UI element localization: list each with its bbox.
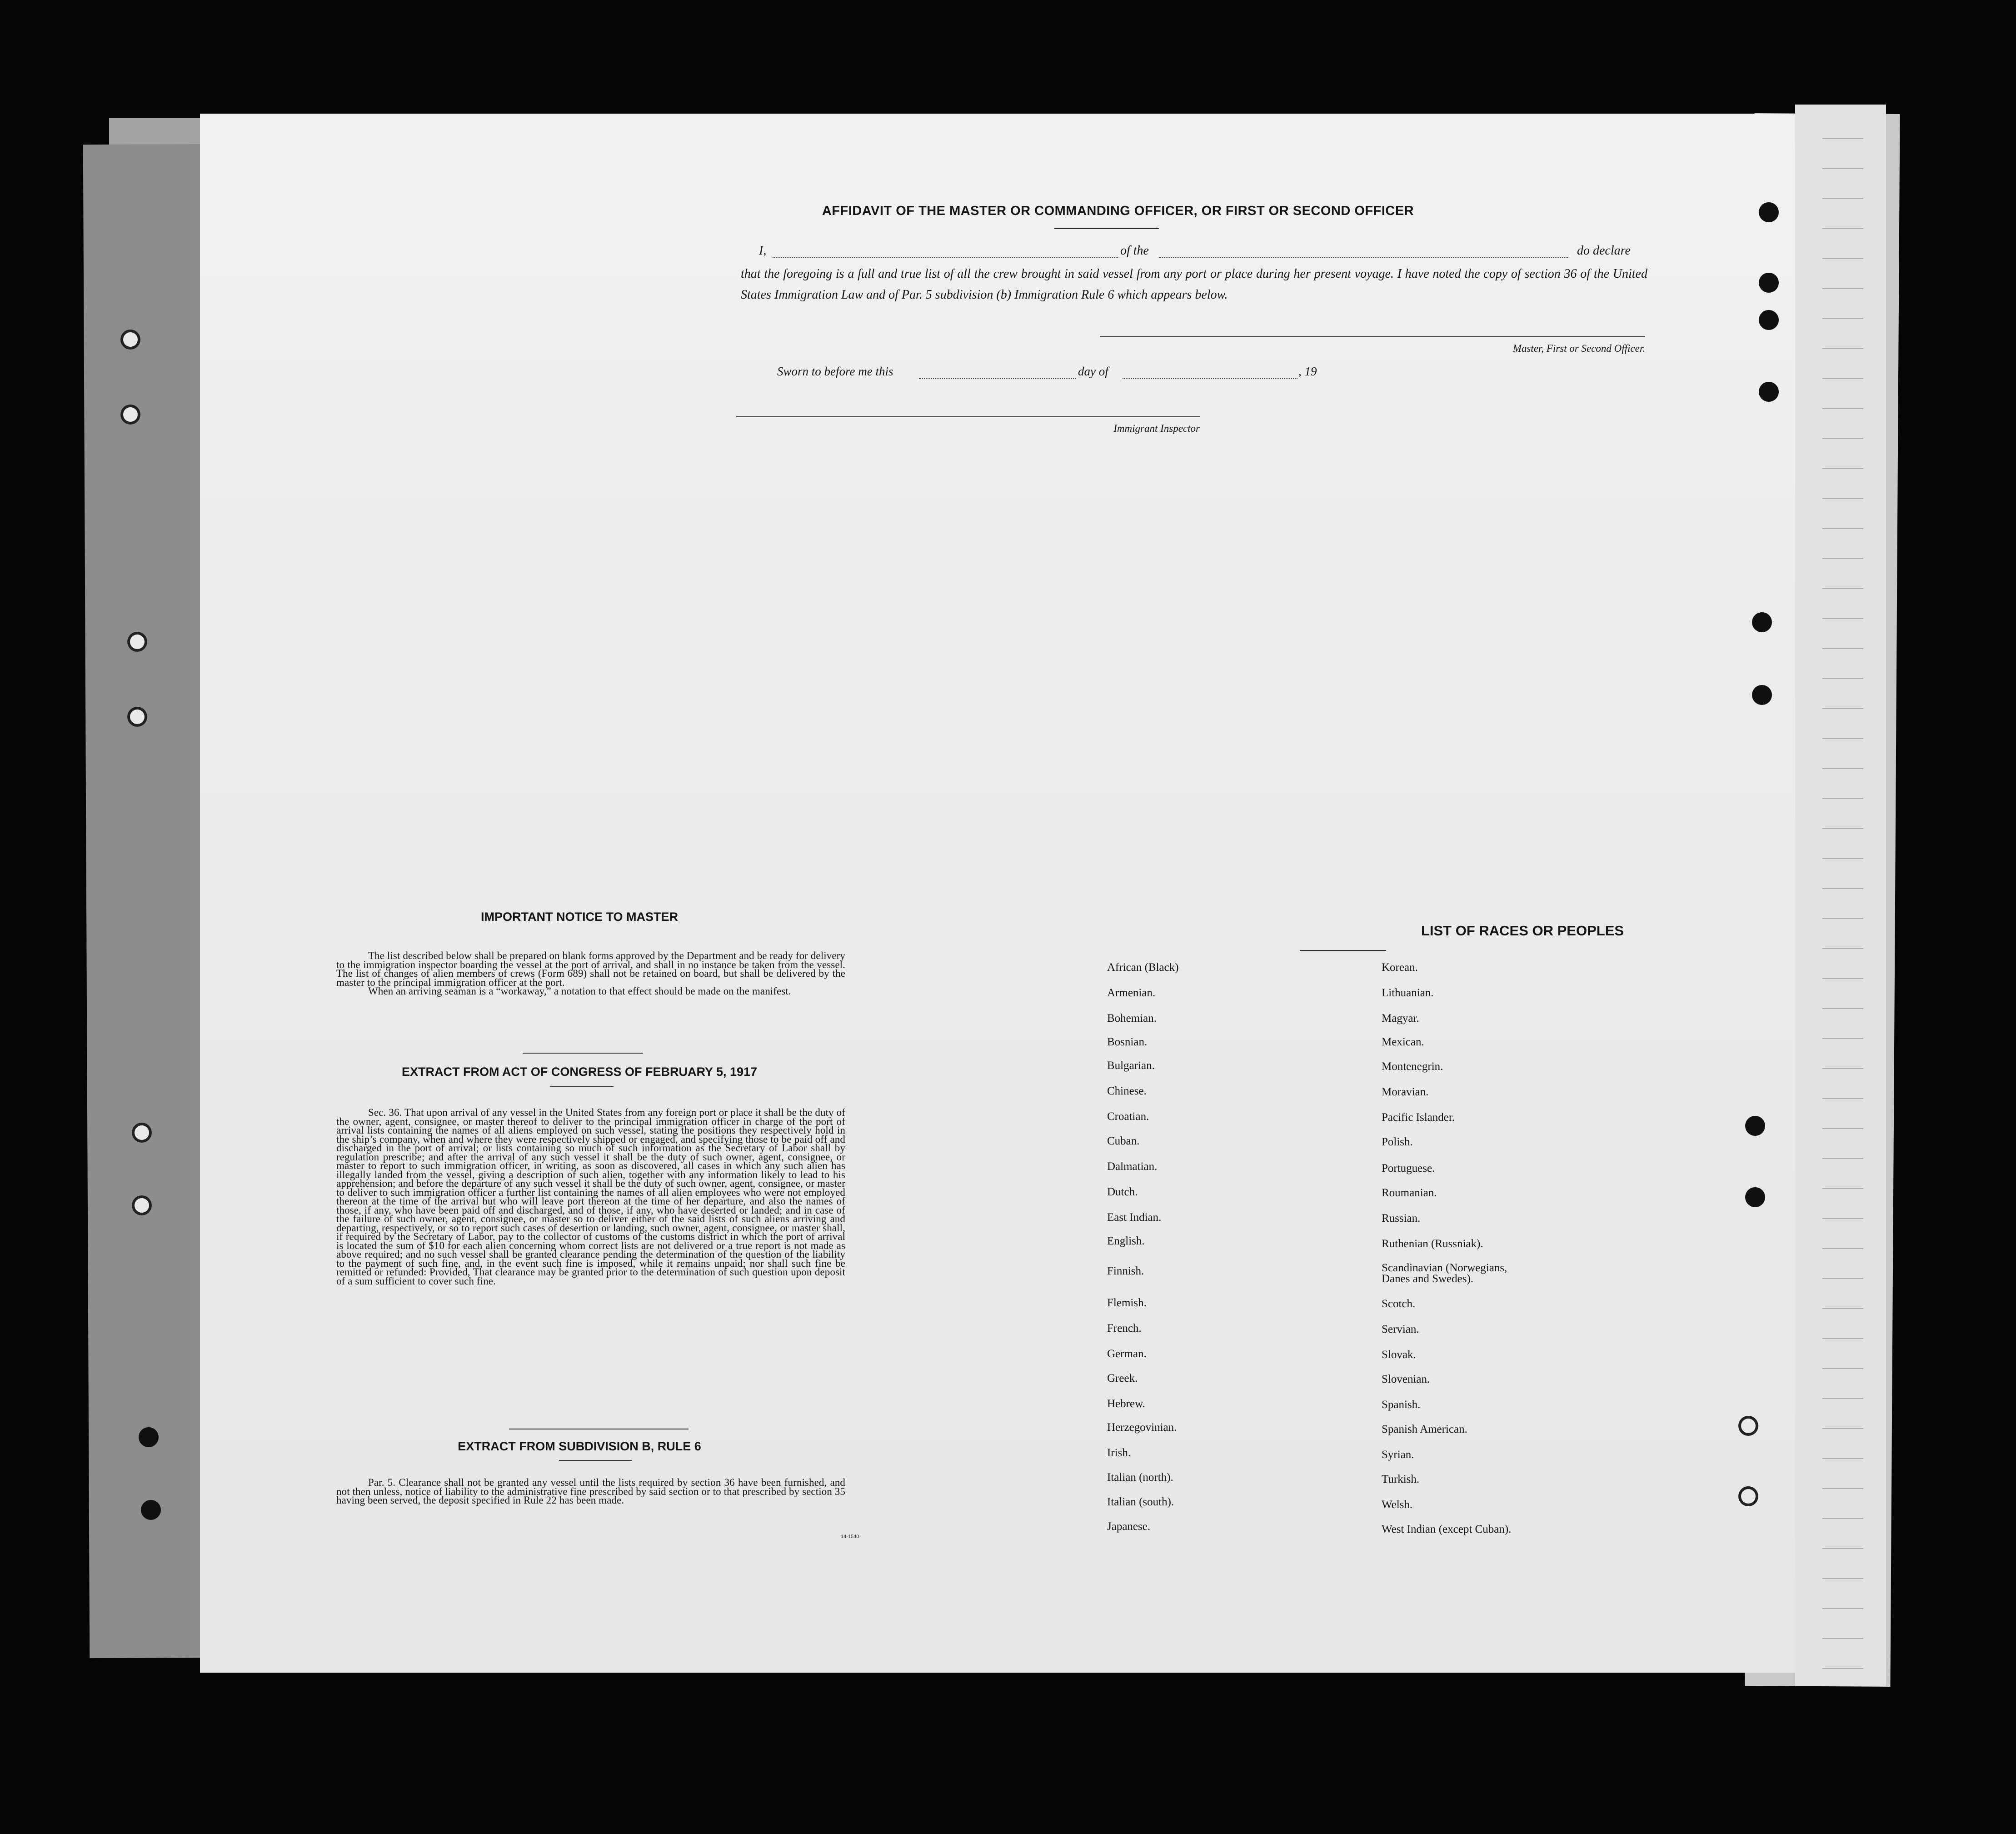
year-label: , 19 xyxy=(1298,365,1317,378)
punch-hole xyxy=(127,632,147,652)
race-item: Moravian. xyxy=(1382,1086,1429,1098)
race-item: Bosnian. xyxy=(1107,1036,1148,1048)
race-item: Dutch. xyxy=(1107,1186,1138,1198)
race-item: Flemish. xyxy=(1107,1297,1147,1309)
extract-act-title: EXTRACT FROM ACT OF CONGRESS OF FEBRUARY 5, 1917 xyxy=(401,1065,758,1079)
race-item: Herzegovinian. xyxy=(1107,1421,1177,1434)
punch-hole xyxy=(1759,202,1779,222)
race-item: Montenegrin. xyxy=(1382,1060,1443,1073)
race-item: Syrian. xyxy=(1382,1449,1414,1461)
race-item: East Indian. xyxy=(1107,1211,1162,1224)
race-item: Dalmatian. xyxy=(1107,1160,1158,1173)
race-item: Croatian. xyxy=(1107,1110,1149,1123)
race-item: Russian. xyxy=(1382,1212,1421,1224)
race-item: Magyar. xyxy=(1382,1012,1419,1024)
race-item: Hebrew. xyxy=(1107,1398,1145,1410)
race-item: African (Black) xyxy=(1107,961,1179,974)
race-item: Bohemian. xyxy=(1107,1012,1157,1024)
race-item: Korean. xyxy=(1382,961,1418,974)
race-item: Chinese. xyxy=(1107,1085,1147,1097)
affidavit-body: that the foregoing is a full and true list of all the crew brought in said vessel from any port or place during her present voyage. I have noted the copy of section 36 of the United States Immigration Law and of Par. 5 subdivision (b) Immigration Rule 6 which appears below. xyxy=(741,267,1647,302)
race-item: Italian (south). xyxy=(1107,1496,1174,1508)
day-blank[interactable] xyxy=(919,378,1076,379)
race-item: Scandinavian (Norwegians, Danes and Swedes). xyxy=(1382,1262,1507,1285)
ledger-ruling xyxy=(1822,109,1863,1677)
divider xyxy=(523,1053,643,1054)
punch-hole xyxy=(1745,1187,1765,1207)
extract-rule-body xyxy=(336,1478,845,1505)
race-item: Finnish. xyxy=(1107,1265,1144,1277)
race-item: Spanish American. xyxy=(1382,1423,1467,1435)
sec-36-text: Sec. 36. That upon arrival of any vessel in the United States from any foreign port or place it shall be the duty of the owner, agent, consignee, or master thereof to deliver to the principal immigration officer in charge of the port of arrival lists containing the names of all aliens employed on such vessel, stating the positions they respectively hold in the ship’s company, when and where they were respectively shipped or engaged, and specifying those to be paid off and discharged in the port of arrival; or lists containing so much of such information as the Secretary of Labor shall by regulation prescribe; and after the arrival of any such vessel it shall be the duty of such owner, agent, consignee, or master to report to such immigration officer, in writing, as soon as discovered, all cases in which any such alien has illegally landed from the vessel, giving a description of such alien, together with any information likely to lead to his apprehension; and before the departure of any such vessel it shall be the duty of such owner, agent, consignee, or master to deliver to such immigration officer a further list containing the names of all alien employees who were not employed thereon at the time of the arrival but who will leave port thereon at the time of her departure, and also the names of those, if any, who have been paid off and discharged, and of those, if any, who have deserted or landed; and in case of the failure of such owner, agent, consignee, or master so to deliver either of the said lists of such aliens arriving and departing, respectively, or so to report such cases of desertion or landing, such owner, agent, consignee, or master shall, if required by the Secretary of Labor, pay to the collector of customs of the customs district in which the port of arrival is located the sum of $10 for each alien concerning whom correct lists are not delivered or a true report is not made as above required; and no such vessel shall be granted clearance pending the determination of the question of the liability to the payment of such fine, and, in the event such fine is imposed, while it remains unpaid; nor shall such fine be remitted or refunded: Provided, That clearance may be granted prior to the determination of such question upon deposit of a sum sufficient to cover such fine. xyxy=(336,1107,845,1287)
race-item: Pacific Islander. xyxy=(1382,1111,1455,1124)
punch-hole xyxy=(1759,273,1779,293)
divider xyxy=(559,1460,632,1461)
race-item: Cuban. xyxy=(1107,1135,1140,1147)
vessel-blank[interactable] xyxy=(1159,257,1568,258)
race-item: French. xyxy=(1107,1322,1142,1334)
punch-hole xyxy=(141,1500,161,1520)
i-label: I, xyxy=(759,244,767,258)
punch-hole xyxy=(139,1427,159,1447)
signature-line[interactable] xyxy=(1100,336,1645,337)
punch-hole xyxy=(1759,382,1779,402)
punch-hole xyxy=(120,330,140,350)
divider xyxy=(1054,228,1159,229)
punch-hole xyxy=(1745,1116,1765,1136)
month-blank[interactable] xyxy=(1123,378,1297,379)
manifest-sheet xyxy=(200,114,1795,1673)
punch-hole xyxy=(132,1123,152,1143)
race-item: Turkish. xyxy=(1382,1473,1420,1485)
race-item: Slovak. xyxy=(1382,1349,1416,1361)
race-item: Slovenian. xyxy=(1382,1373,1430,1385)
punch-hole xyxy=(132,1195,152,1215)
notice-body xyxy=(336,951,845,996)
race-item: Italian (north). xyxy=(1107,1471,1173,1484)
divider xyxy=(1300,950,1386,951)
race-item: Greek. xyxy=(1107,1372,1138,1384)
race-item: Servian. xyxy=(1382,1323,1419,1335)
race-item: Mexican. xyxy=(1382,1036,1424,1048)
punch-hole xyxy=(120,405,140,425)
name-blank[interactable] xyxy=(773,257,1118,258)
do-declare-label: do declare xyxy=(1577,244,1631,258)
punch-hole xyxy=(1752,685,1772,705)
race-item: Ruthenian (Russniak). xyxy=(1382,1238,1483,1250)
inspector-signature-line[interactable] xyxy=(736,416,1200,417)
sworn-label: Sworn to before me this xyxy=(777,365,893,378)
race-item: English. xyxy=(1107,1235,1145,1247)
race-item: Spanish. xyxy=(1382,1399,1421,1411)
notice-paragraph: The list described below shall be prepared on blank forms approved by the Department and be ready for delivery to the immigration inspector boarding the vessel at the port of arrival, and shall in no instance be taken from the vessel. The list of changes of alien members of crews (Form 689) shall not be retained on board, but shall be delivered by the master to the principal immigration officer at the port. xyxy=(336,950,845,988)
race-item: Portuguese. xyxy=(1382,1162,1435,1174)
race-item: Scotch. xyxy=(1382,1298,1416,1310)
divider xyxy=(550,1086,614,1087)
affidavit-title: AFFIDAVIT OF THE MASTER OR COMMANDING OFFICER, OR FIRST OR SECOND OFFICER xyxy=(822,204,1414,218)
notice-title: IMPORTANT NOTICE TO MASTER xyxy=(481,910,678,924)
notice-paragraph: When an arriving seaman is a “workaway,” a notation to that effect should be made on the manifest. xyxy=(368,985,791,997)
of-the-label: of the xyxy=(1120,244,1149,258)
races-title: LIST OF RACES OR PEOPLES xyxy=(1421,923,1624,939)
extract-rule-title: EXTRACT FROM SUBDIVISION B, RULE 6 xyxy=(458,1439,701,1453)
sworn-line xyxy=(777,365,1368,383)
punch-hole xyxy=(1752,612,1772,632)
race-item: West Indian (except Cuban). xyxy=(1382,1523,1512,1535)
race-item: Japanese. xyxy=(1107,1520,1151,1533)
race-item: Polish. xyxy=(1382,1136,1413,1148)
form-number: 14-1540 xyxy=(841,1534,859,1539)
punch-hole xyxy=(127,707,147,727)
race-item: Welsh. xyxy=(1382,1499,1413,1511)
inspector-label: Immigrant Inspector xyxy=(1113,423,1200,434)
par-5-text: Par. 5. Clearance shall not be granted any vessel until the lists required by section 36 have been furnished, and not then unless, notice of liability to the administrative fine prescribed by said section or to that prescribed by section 35 having been served, the deposit specified in Rule 22 has been made. xyxy=(336,1477,845,1506)
day-of-label: day of xyxy=(1078,365,1108,378)
extract-act-body xyxy=(336,1108,845,1285)
race-item: Lithuanian. xyxy=(1382,987,1434,999)
signature-label: Master, First or Second Officer. xyxy=(1512,343,1645,354)
punch-hole xyxy=(1738,1416,1758,1436)
punch-hole xyxy=(1759,310,1779,330)
race-item: German. xyxy=(1107,1348,1147,1360)
punch-hole xyxy=(1738,1486,1758,1506)
race-item: Irish. xyxy=(1107,1447,1131,1459)
race-item: Roumanian. xyxy=(1382,1187,1437,1199)
race-item: Armenian. xyxy=(1107,987,1156,999)
race-item: Bulgarian. xyxy=(1107,1059,1155,1072)
